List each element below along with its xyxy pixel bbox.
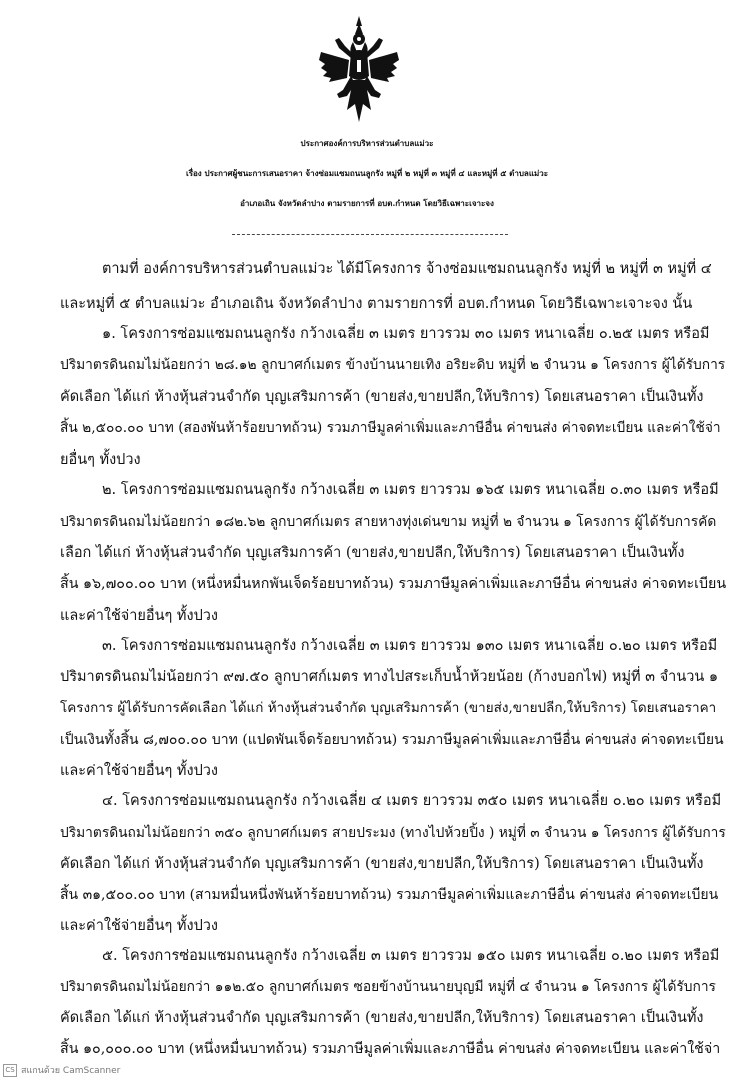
body-line: ๕. โครงการซ่อมแซมถนนลูกรัง กว้างเฉลี่ย ๓ เมตร ยาวรวม ๑๕๐ เมตร หนาเฉลี่ย ๐.๒๐ เมตร หรือมี — [102, 948, 720, 964]
body-line: คัดเลือก ได้แก่ ห้างหุ้นส่วนจำกัด บุญเสริมการค้า (ขายส่ง,ขายปลีก,ให้บริการ) โดยเสนอราคา เป็นเงินทั้ง — [60, 856, 704, 872]
body-line: ยอื่นๆ ทั้งปวง — [60, 452, 141, 468]
header-divider — [232, 234, 508, 235]
body-line: ปริมาตรดินถมไม่น้อยกว่า ๙๗.๕๐ ลูกบาศก์เมตร ทางไปสระเก็บน้ำห้วยน้อย (ก้างบอกไฟ) หมู่ที่ ๓ จำนวน ๑ — [60, 669, 719, 685]
body-line: และค่าใช้จ่ายอื่นๆ ทั้งปวง — [60, 763, 218, 779]
body-line: โครงการ ผู้ได้รับการคัดเลือก ได้แก่ ห้างหุ้นส่วนจำกัด บุญเสริมการค้า (ขายส่ง,ขายปลีก,ให้บริการ) โดยเสนอราคา — [60, 700, 717, 716]
body-line: สิ้น ๑๖,๗๐๐.๐๐ บาท (หนึ่งหมื่นหกพันเจ็ดร้อยบาทถ้วน) รวมภาษีมูลค่าเพิ่มและภาษีอื่น ค่าขนส่ง ค่าจดทะเบียน — [60, 576, 727, 592]
garuda-emblem-icon — [317, 14, 401, 126]
body-line: และหมู่ที่ ๕ ตำบลแม่วะ อำเภอเถิน จังหวัดลำปาง ตามรายการที่ อบต.กำหนด โดยวิธีเฉพาะเจาะจง นั้น — [60, 296, 693, 312]
body-line: ๓. โครงการซ่อมแซมถนนลูกรัง กว้างเฉลี่ย ๓ เมตร ยาวรวม ๑๓๐ เมตร หนาเฉลี่ย ๐.๒๐ เมตร หรือมี — [102, 638, 718, 654]
body-line: ปริมาตรดินถมไม่น้อยกว่า ๒๘.๑๒ ลูกบาศก์เมตร ข้างบ้านนายเทิง อริยะดิบ หมู่ที่ ๒ จำนวน ๑ โครงการ ผู้ได้รับการ — [60, 357, 726, 373]
camscanner-logo-icon: CS — [3, 1064, 17, 1077]
body-line: เป็นเงินทั้งสิ้น ๘,๗๐๐.๐๐ บาท (แปดพันเจ็ดร้อยบาทถ้วน) รวมภาษีมูลค่าเพิ่มและภาษีอื่น ค่าขนส่ง ค่าจดทะเบียน — [60, 732, 724, 748]
body-line: สิ้น ๓๑,๕๐๐.๐๐ บาท (สามหมื่นหนึ่งพันห้าร้อยบาทถ้วน) รวมภาษีมูลค่าเพิ่มและภาษีอื่น ค่าขนส่ง ค่าจดทะเบียน — [60, 887, 719, 903]
body-line: เลือก ได้แก่ ห้างหุ้นส่วนจำกัด บุญเสริมการค้า (ขายส่ง,ขายปลีก,ให้บริการ) โดยเสนอราคา เป็นเงินทั้ง — [60, 545, 685, 561]
body-line: ๑. โครงการซ่อมแซมถนนลูกรัง กว้างเฉลี่ย ๓ เมตร ยาวรวม ๓๐ เมตร หนาเฉลี่ย ๐.๒๕ เมตร หรือมี — [102, 326, 710, 342]
body-line: ตามที่ องค์การบริหารส่วนตำบลแม่วะ ได้มีโครงการ จ้างซ่อมแซมถนนลูกรัง หมู่ที่ ๒ หมู่ที่ ๓ หมู่ที่ ๔ — [102, 261, 712, 277]
body-line: และค่าใช้จ่ายอื่นๆ ทั้งปวง — [60, 918, 218, 934]
body-line: ๔. โครงการซ่อมแซมถนนลูกรัง กว้างเฉลี่ย ๔ เมตร ยาวรวม ๓๕๐ เมตร หนาเฉลี่ย ๐.๒๐ เมตร หรือมี — [102, 793, 722, 809]
announcement-subject-line-2: อำเภอเถิน จังหวัดลำปาง ตามรายการที่ อบต.กำหนด โดยวิธีเฉพาะเจาะจง — [240, 198, 494, 208]
body-line: สิ้น ๒,๕๐๐.๐๐ บาท (สองพันห้าร้อยบาทถ้วน) รวมภาษีมูลค่าเพิ่มและภาษีอื่น ค่าขนส่ง ค่าจดทะเบียน และค่าใช้จ่า — [60, 420, 721, 436]
body-line: ปริมาตรดินถมไม่น้อยกว่า ๑๑๒.๕๐ ลูกบาศก์เมตร ซอยข้างบ้านนายบุญมี หมู่ที่ ๔ จำนวน ๑ โครงการ ผู้ได้รับการ — [60, 979, 716, 995]
body-line: ปริมาตรดินถมไม่น้อยกว่า ๓๕๐ ลูกบาศก์เมตร สายประมง (ทางไปห้วยปิ้ง ) หมู่ที่ ๓ จำนวน ๑ โครงการ ผู้ได้รับการ — [60, 825, 726, 841]
watermark-text: สแกนด้วย CamScanner — [21, 1066, 121, 1076]
announcement-title: ประกาศองค์การบริหารส่วนตำบลแม่วะ — [300, 138, 434, 148]
body-line: ๒. โครงการซ่อมแซมถนนลูกรัง กว้างเฉลี่ย ๓ เมตร ยาวรวม ๑๖๕ เมตร หนาเฉลี่ย ๐.๓๐ เมตร หรือมี — [102, 482, 719, 498]
body-line: ปริมาตรดินถมไม่น้อยกว่า ๑๘๒.๖๒ ลูกบาศก์เมตร สายหางทุ่งเด่นขาม หมู่ที่ ๒ จำนวน ๑ โครงการ ผู้ได้รับการคัด — [60, 514, 717, 530]
body-line: และค่าใช้จ่ายอื่นๆ ทั้งปวง — [60, 608, 218, 624]
body-line: คัดเลือก ได้แก่ ห้างหุ้นส่วนจำกัด บุญเสริมการค้า (ขายส่ง,ขายปลีก,ให้บริการ) โดยเสนอราคา เป็นเงินทั้ง — [60, 389, 704, 405]
body-line: สิ้น ๑๐,๐๐๐.๐๐ บาท (หนึ่งหมื่นบาทถ้วน) รวมภาษีมูลค่าเพิ่มและภาษีอื่น ค่าขนส่ง ค่าจดทะเบียน และค่าใช้จ่า — [60, 1041, 721, 1057]
announcement-subject-line-1: เรื่อง ประกาศผู้ชนะการเสนอราคา จ้างซ่อมแซมถนนลูกรัง หมู่ที่ ๒ หมู่ที่ ๓ หมู่ที่ ๔ และหมู่ที่ ๕ ตำบลแม่วะ — [185, 168, 549, 178]
camscanner-watermark — [3, 1063, 120, 1077]
body-line: คัดเลือก ได้แก่ ห้างหุ้นส่วนจำกัด บุญเสริมการค้า (ขายส่ง,ขายปลีก,ให้บริการ) โดยเสนอราคา เป็นเงินทั้ง — [60, 1010, 704, 1026]
